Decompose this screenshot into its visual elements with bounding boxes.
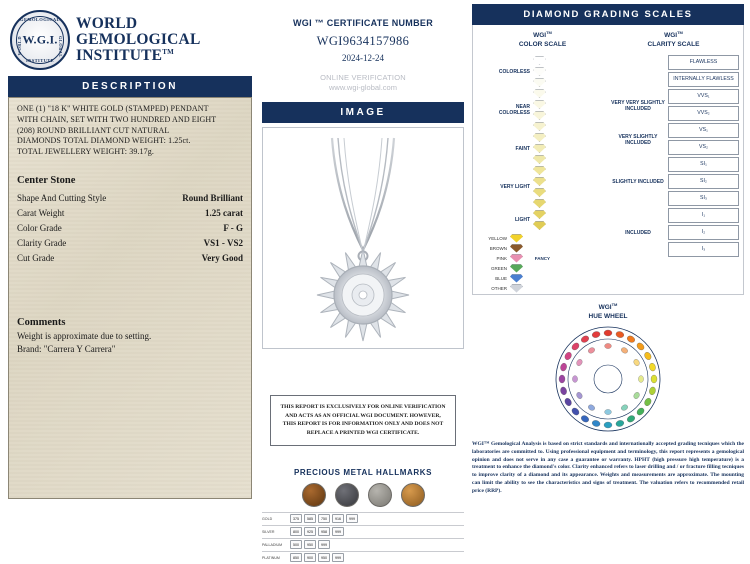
hallmark-cell: 950 xyxy=(304,540,316,549)
hallmark-row-silver xyxy=(262,525,464,538)
gem-icon xyxy=(510,254,523,263)
gem-row-e xyxy=(533,66,608,77)
color-group-faint: FAINT xyxy=(515,145,530,152)
gem-icon xyxy=(533,144,546,153)
gem-row-r xyxy=(533,209,608,220)
clarity-cell-vs1: VS₁ xyxy=(668,123,739,138)
description-lead xyxy=(17,104,243,158)
coin-palladium-icon xyxy=(368,483,392,507)
clarity-scale-heading: WGI™ CLARITY SCALE xyxy=(647,30,700,48)
hallmark-cell: 999 xyxy=(346,514,358,523)
color-scale xyxy=(477,30,608,289)
clarity-group-blank-1 xyxy=(608,55,668,89)
hue-wheel-icon xyxy=(533,323,683,435)
clarity-cell-if: INTERNALLY FLAWLESS xyxy=(668,72,739,87)
color-scale-heading-line2: COLOR SCALE xyxy=(518,40,567,48)
description-lead-line: WITH CHAIN, SET WITH TWO HUNDRED AND EIGHT xyxy=(17,114,217,124)
hallmark-cell: 925 xyxy=(304,527,316,536)
hallmark-cell: 958 xyxy=(318,527,330,536)
spec-row-cut xyxy=(17,251,243,266)
clarity-group-vs: VERY SLIGHTLY INCLUDED xyxy=(618,133,658,147)
report-notice: THIS REPORT IS EXCLUSIVELY FOR ONLINE VERIFICATION AND ACTS AS AN OFFICIAL WGI DOCUMENT. HOWEVER, THIS REPORT IS FOR INFORMATION ONLY AND DOES NOT REPLACE A PRINTED WGI CERTIFICATE. xyxy=(270,395,456,446)
online-verification-url[interactable]: www.wgi-global.com xyxy=(329,83,397,92)
gem-icon xyxy=(510,264,523,273)
comments-title: Comments xyxy=(17,316,66,328)
seal-bottom-text: INSTITUTE xyxy=(25,58,55,63)
certificate-date: 2024-12-24 xyxy=(342,53,384,63)
gem-icon xyxy=(510,284,523,293)
gem-row-o xyxy=(533,176,608,187)
color-group-labels xyxy=(477,55,533,231)
gem-row-h xyxy=(533,99,608,110)
fancy-row-yellow xyxy=(477,233,608,243)
gem-icon xyxy=(510,244,523,253)
color-gem-column xyxy=(533,55,608,231)
hallmark-label: PALLADIUM xyxy=(262,542,283,547)
hallmark-cell: 999 xyxy=(332,527,344,536)
spec-value: F - G xyxy=(223,222,243,233)
gem-row-n xyxy=(533,165,608,176)
gem-icon xyxy=(533,78,546,87)
gem-row-j xyxy=(533,121,608,132)
gem-icon xyxy=(533,199,546,208)
clarity-scale-body xyxy=(608,55,739,259)
clarity-cell-fl: FLAWLESS xyxy=(668,55,739,70)
wgi-seal-icon xyxy=(10,10,70,70)
pendant-illustration xyxy=(270,132,456,344)
fancy-row-brown xyxy=(477,243,608,253)
description-panel xyxy=(8,97,252,499)
grading-scales xyxy=(472,25,744,295)
spec-value: 1.25 carat xyxy=(205,207,243,218)
hue-title-line1: WGI xyxy=(598,304,612,312)
gem-icon xyxy=(533,56,546,65)
spec-key: Carat Weight xyxy=(17,207,65,218)
color-group-very-light: VERY LIGHT xyxy=(500,184,530,191)
clarity-group-included: INCLUDED xyxy=(625,230,651,237)
hue-wheel-title: WGI™ HUE WHEEL xyxy=(588,302,628,320)
seal-core-text: W.G.I. xyxy=(22,32,58,47)
color-group-light: LIGHT xyxy=(515,217,530,224)
hue-wheel xyxy=(472,323,744,435)
gem-icon xyxy=(533,177,546,186)
clarity-cell-vs2: VS₂ xyxy=(668,140,739,155)
spec-value: Very Good xyxy=(201,253,243,264)
hue-title-line2: HUE WHEEL xyxy=(588,312,628,320)
certificate-title: WGI ™ CERTIFICATE NUMBER xyxy=(292,18,434,28)
coin-platinum-icon xyxy=(401,483,425,507)
spec-row-carat xyxy=(17,205,243,220)
clarity-cell-si2: SI₂ xyxy=(668,174,739,189)
hallmark-label: PLATINUM xyxy=(262,555,280,560)
analysis-disclaimer: WGI™ Gemological Analysis is based on strict standards and internationally accepted grading tecniques which the laboratories are committed to. Using professional equipment and terminology, this report represents a gemological opinion and does not serve in any case a guarantee or warranty. HPHT (high pressure high temperature) is a treatment to enhance the diamond's color. Clarity enhanced refers to laser drilling and / or fracture filling tecniques to improve clarity of a diamond and its appearance. Weights and measurements are approximate. The mounting can limit the ability to see the characteristics and signs of treatment. The valuation refers to recommended retail price (RRP). xyxy=(472,441,744,494)
gem-icon xyxy=(510,234,523,243)
spec-row-shape xyxy=(17,190,243,205)
center-stone-title: Center Stone xyxy=(17,174,76,186)
clarity-cell-i3: I₃ xyxy=(668,242,739,257)
gem-row-g xyxy=(533,88,608,99)
hallmark-cell: 750 xyxy=(318,514,330,523)
brand-line-2: GEMOLOGICAL xyxy=(76,31,201,49)
hallmark-cell: 916 xyxy=(332,514,344,523)
hallmark-table xyxy=(262,512,464,564)
description-lead-line: TOTAL JEWELLERY WEIGHT: 39.17g. xyxy=(17,147,154,157)
hallmark-cell: 375 xyxy=(290,514,302,523)
gem-row-i xyxy=(533,110,608,121)
clarity-group-si: SLIGHTLY INCLUDED xyxy=(612,179,664,186)
image-section xyxy=(262,102,464,349)
fancy-name: YELLOW xyxy=(488,235,507,241)
gem-icon xyxy=(533,122,546,131)
spec-key: Shape And Cutting Style xyxy=(17,192,107,203)
color-scale-heading-line1: WGI xyxy=(533,32,547,40)
gem-row-l xyxy=(533,143,608,154)
description-lead-line: (208) ROUND BRILLIANT CUT NATURAL xyxy=(17,125,170,135)
grading-band-title: DIAMOND GRADING SCALES xyxy=(472,4,744,25)
hallmark-cell: 999 xyxy=(318,540,330,549)
hallmark-cell: 500 xyxy=(290,540,302,549)
color-scale-body xyxy=(477,55,608,231)
gem-row-p xyxy=(533,187,608,198)
right-column xyxy=(468,0,750,529)
hallmark-cell: 585 xyxy=(304,514,316,523)
gem-icon xyxy=(533,210,546,219)
spec-value: VS1 - VS2 xyxy=(203,238,243,249)
certificate-number: WGI9634157986 xyxy=(316,34,410,48)
hallmark-row-palladium xyxy=(262,538,464,551)
hallmark-cell: 800 xyxy=(290,527,302,536)
middle-column xyxy=(258,0,468,560)
gem-row-f xyxy=(533,77,608,88)
spec-key: Color Grade xyxy=(17,222,62,233)
clarity-cell-i1: I₁ xyxy=(668,208,739,223)
gem-icon xyxy=(533,188,546,197)
brand-name xyxy=(76,16,201,63)
gem-icon xyxy=(533,111,546,120)
brand-line-1: WORLD xyxy=(76,15,138,33)
coin-gold-icon xyxy=(302,483,326,507)
clarity-cell-si1: SI₁ xyxy=(668,157,739,172)
clarity-scale xyxy=(608,30,739,289)
gem-icon xyxy=(533,67,546,76)
gem-icon xyxy=(533,100,546,109)
gem-row-m xyxy=(533,154,608,165)
hallmark-row-gold xyxy=(262,512,464,525)
fancy-color-section xyxy=(477,233,608,293)
color-group-colorless: COLORLESS xyxy=(498,68,530,75)
coin-silver-icon xyxy=(335,483,359,507)
gem-icon xyxy=(533,89,546,98)
gem-row-d xyxy=(533,55,608,66)
description-band-title: DESCRIPTION xyxy=(8,76,252,97)
spec-row-clarity xyxy=(17,236,243,251)
seal-right-text: GLOBAL xyxy=(58,36,63,58)
gem-row-z xyxy=(533,220,608,231)
online-verification-title: ONLINE VERIFICATION xyxy=(320,73,406,82)
gem-icon xyxy=(510,274,523,283)
spec-key: Clarity Grade xyxy=(17,238,67,249)
spec-value: Round Brilliant xyxy=(182,192,243,203)
certificate-header xyxy=(262,6,464,92)
gem-row-k xyxy=(533,132,608,143)
fancy-row-other xyxy=(477,283,608,293)
fancy-row-pink xyxy=(477,253,608,263)
image-band-title: IMAGE xyxy=(262,102,464,123)
clarity-cell-vvs2: VVS₂ xyxy=(668,106,739,121)
comment-line: Weight is approximate due to setting. xyxy=(17,331,152,342)
gem-icon xyxy=(533,155,546,164)
gem-icon xyxy=(533,221,546,230)
fancy-row-blue xyxy=(477,273,608,283)
gem-row-q xyxy=(533,198,608,209)
fancy-label: FANCY xyxy=(534,255,550,261)
spec-row-color xyxy=(17,220,243,235)
seal-left-text: WORLD xyxy=(17,36,22,56)
hallmark-row-platinum xyxy=(262,551,464,564)
hallmark-cell: 900 xyxy=(304,553,316,562)
jewellery-photo xyxy=(262,127,464,349)
gem-icon xyxy=(533,166,546,175)
fancy-name: OTHER xyxy=(491,285,507,291)
description-lead-line: DIAMONDS TOTAL DIAMOND WEIGHT: 1.25ct. xyxy=(17,136,191,146)
fancy-row-green xyxy=(477,263,608,273)
description-lead-line: ONE (1) "18 K" WHITE GOLD (STAMPED) PENDANT xyxy=(17,104,209,113)
fancy-name: PINK xyxy=(496,255,507,261)
left-column xyxy=(0,0,258,529)
color-scale-heading: WGI™ COLOR SCALE xyxy=(518,30,567,48)
hallmark-label: GOLD xyxy=(262,516,273,521)
fancy-name: GREEN xyxy=(490,265,507,271)
seal-top-text: GEMOLOGICAL xyxy=(20,17,60,22)
spec-key: Cut Grade xyxy=(17,253,55,264)
hallmarks-title: PRECIOUS METAL HALLMARKS xyxy=(293,467,433,477)
clarity-group-labels xyxy=(608,55,668,259)
brand-header xyxy=(8,6,252,76)
gem-icon xyxy=(533,133,546,142)
color-group-near-colorless: NEAR COLORLESS xyxy=(498,104,530,117)
hallmark-label: SILVER xyxy=(262,529,275,534)
brand-tm: TM xyxy=(162,47,174,56)
clarity-scale-heading-line1: WGI xyxy=(664,32,678,40)
brand-line-3: INSTITUTE™ xyxy=(76,46,174,64)
clarity-scale-heading-line2: CLARITY SCALE xyxy=(647,40,700,48)
clarity-cell-si3: SI₃ xyxy=(668,191,739,206)
hallmark-cell: 950 xyxy=(318,553,330,562)
fancy-name: BROWN xyxy=(489,245,507,251)
hallmark-cell: 999 xyxy=(332,553,344,562)
clarity-cell-i2: I₂ xyxy=(668,225,739,240)
hallmark-coins xyxy=(262,483,464,507)
clarity-cells xyxy=(668,55,739,259)
fancy-name: BLUE xyxy=(495,275,507,281)
comment-line: Brand: "Carrera Y Carrera" xyxy=(17,344,116,355)
clarity-cell-vvs1: VVS₁ xyxy=(668,89,739,104)
hallmark-cell: 850 xyxy=(290,553,302,562)
clarity-group-vvs: VERY VERY SLIGHTLY INCLUDED xyxy=(611,99,665,113)
